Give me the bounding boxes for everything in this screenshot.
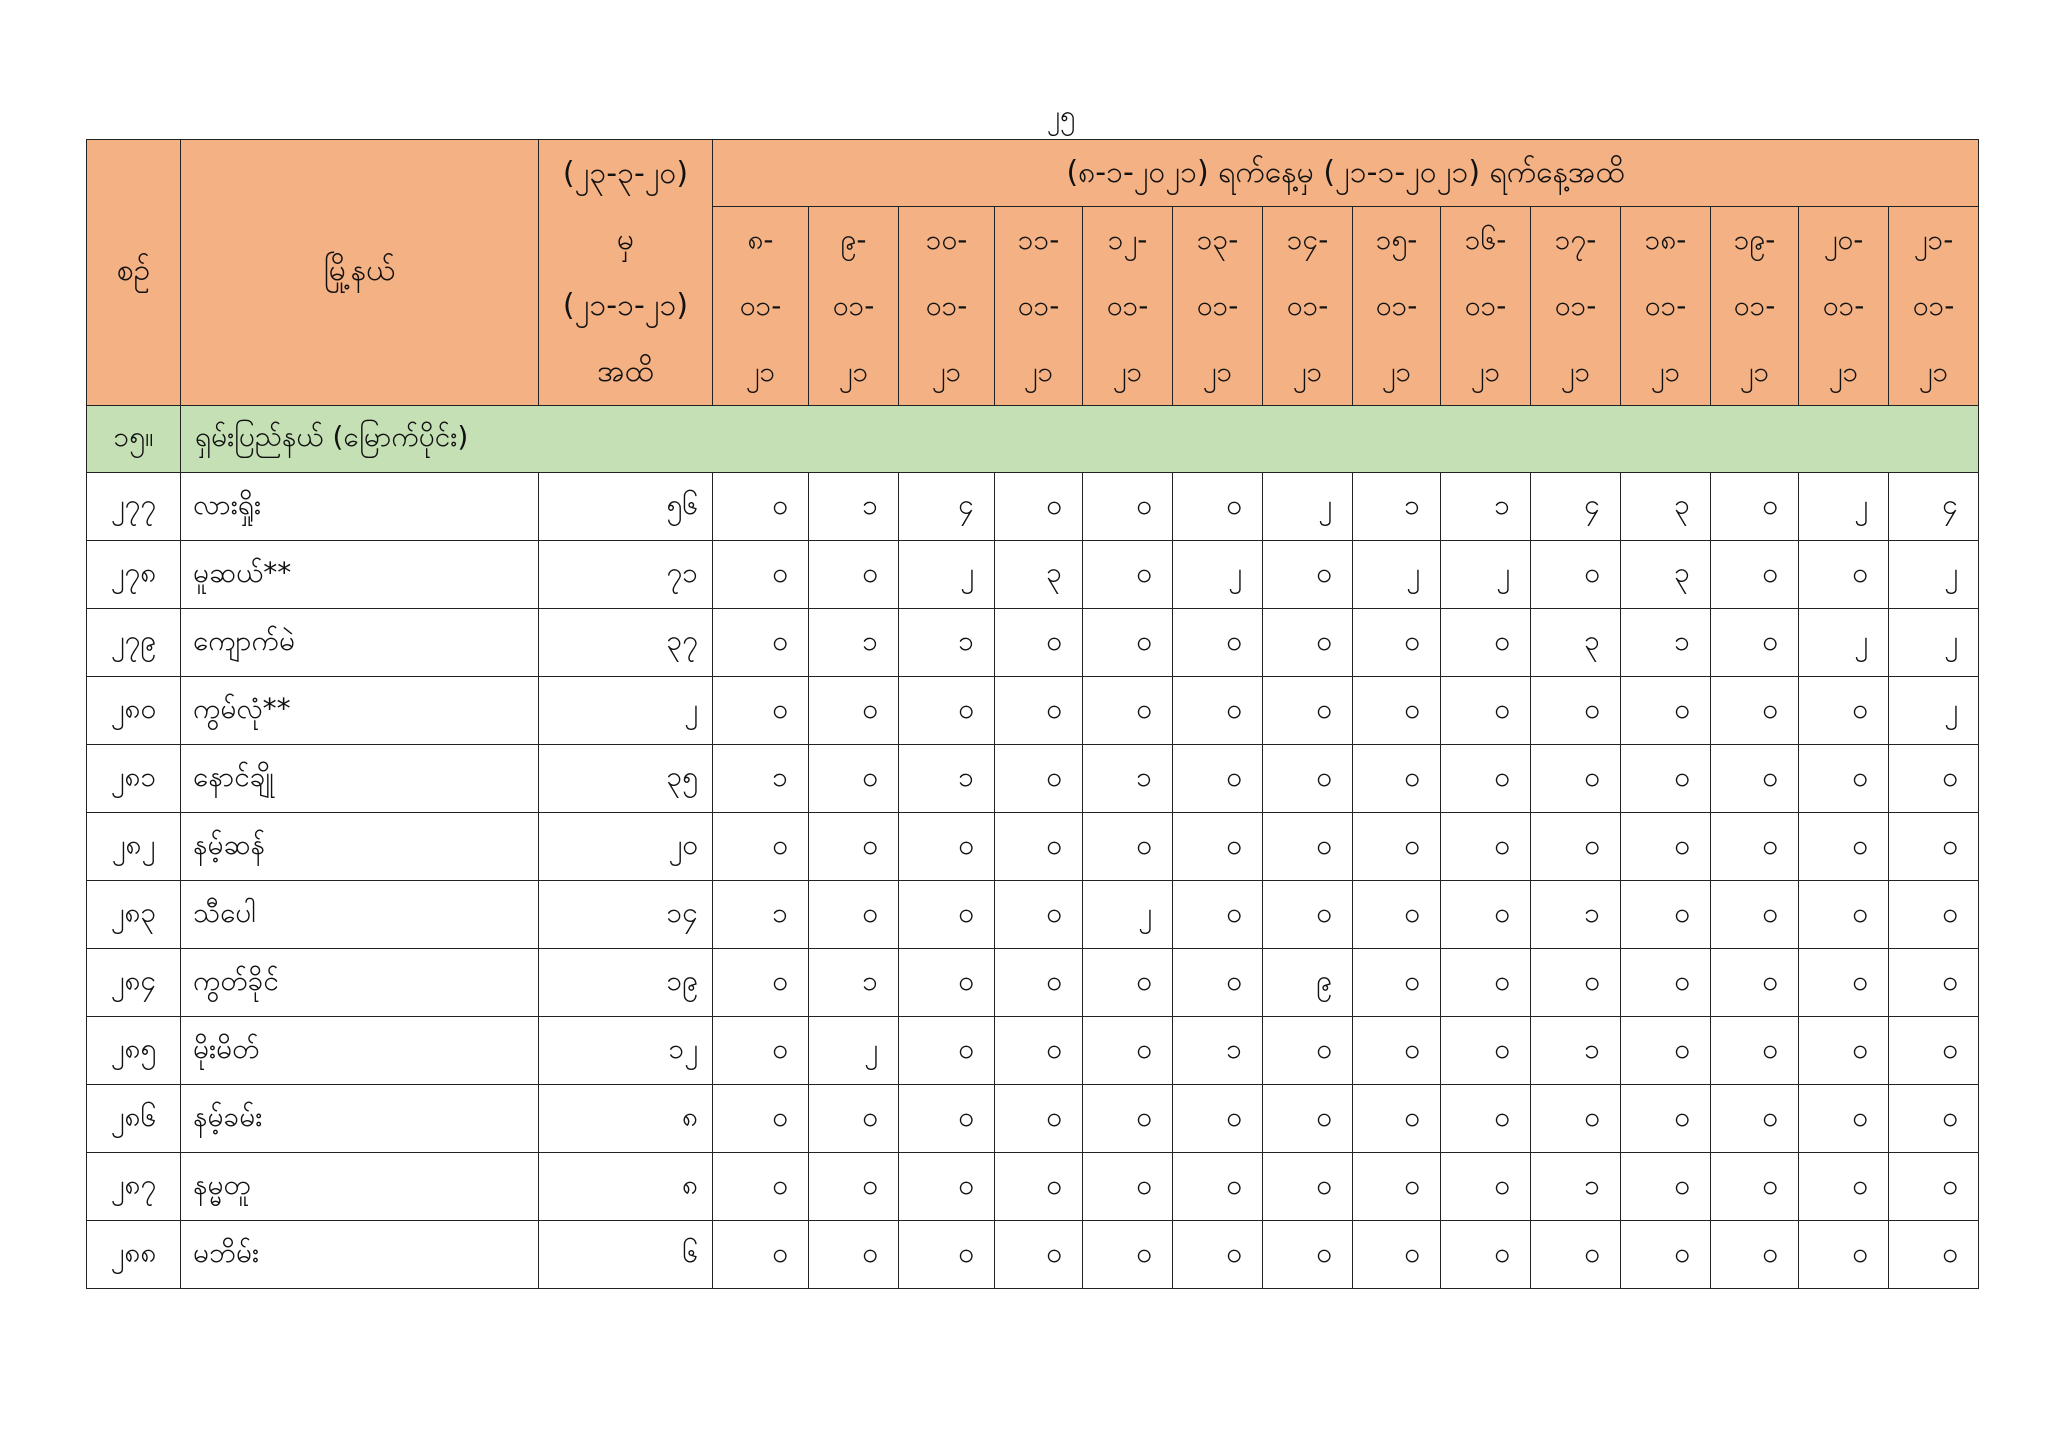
- daily-count-cell: ၃: [1531, 609, 1621, 677]
- daily-count-cell: ၀: [1353, 1221, 1441, 1289]
- date-header-part: ၀၁-: [1286, 289, 1329, 322]
- daily-count-cell: ၀: [713, 813, 809, 881]
- daily-count-cell: ၀: [1353, 1085, 1441, 1153]
- daily-count-cell: ၀: [1173, 1153, 1263, 1221]
- daily-count-cell: ၀: [1083, 541, 1173, 609]
- date-header-part: ၀၁-: [739, 289, 782, 322]
- daily-count-cell: ၀: [1441, 745, 1531, 813]
- date-header-part: ၁၇-: [1554, 223, 1597, 256]
- township-header: မြို့နယ်: [181, 140, 539, 406]
- date-header-part: ၁၀-: [925, 223, 968, 256]
- total-cell: ၁၉: [539, 949, 713, 1017]
- daily-count-cell: ၀: [1621, 1153, 1711, 1221]
- total-cell: ၈: [539, 1085, 713, 1153]
- daily-count-cell: ၂: [1173, 541, 1263, 609]
- daily-count-cell: ၀: [713, 609, 809, 677]
- daily-count-cell: ၀: [1799, 1153, 1889, 1221]
- township-cell: နမ့်ဆန်: [181, 813, 539, 881]
- date-header-part: ၁၄-: [1286, 223, 1329, 256]
- daily-count-cell: ၀: [1353, 1153, 1441, 1221]
- total-header-line: (၂၃-၃-၂၀): [562, 155, 689, 191]
- daily-count-cell: ၃: [1621, 541, 1711, 609]
- daily-count-cell: ၀: [1173, 609, 1263, 677]
- daily-count-cell: ၁: [809, 609, 899, 677]
- township-cell: ကွမ်လုံ**: [181, 677, 539, 745]
- daily-count-cell: ၀: [1083, 677, 1173, 745]
- date-header: [1263, 207, 1353, 406]
- date-header-part: ၀၁-: [1106, 289, 1149, 322]
- date-header-part: ၀၁-: [1554, 289, 1597, 322]
- daily-count-cell: ၀: [809, 1153, 899, 1221]
- daily-count-cell: ၂: [1441, 541, 1531, 609]
- date-header-part: ၂၁: [1828, 355, 1859, 388]
- daily-count-cell: ၀: [1711, 1017, 1799, 1085]
- serial-header: စဉ်: [87, 140, 181, 406]
- daily-count-cell: ၃: [995, 541, 1083, 609]
- date-header-part: ၀၁-: [1644, 289, 1687, 322]
- daily-count-cell: ၀: [1441, 813, 1531, 881]
- daily-count-cell: ၀: [995, 1085, 1083, 1153]
- daily-count-cell: ၀: [713, 949, 809, 1017]
- daily-count-cell: ၀: [995, 813, 1083, 881]
- daily-count-cell: ၁: [1531, 1017, 1621, 1085]
- daily-count-cell: ၀: [1353, 881, 1441, 949]
- township-cell: မဘိမ်း: [181, 1221, 539, 1289]
- daily-count-cell: ၀: [713, 1085, 809, 1153]
- daily-count-cell: ၀: [1799, 881, 1889, 949]
- date-header: [1083, 207, 1173, 406]
- daily-count-cell: ၀: [1083, 609, 1173, 677]
- table-row: [87, 1221, 1979, 1289]
- daily-count-cell: ၀: [995, 1153, 1083, 1221]
- daily-count-cell: ၀: [1621, 949, 1711, 1017]
- daily-count-cell: ၀: [1083, 473, 1173, 541]
- daily-count-cell: ၀: [713, 541, 809, 609]
- daily-count-cell: ၀: [1889, 1017, 1979, 1085]
- date-header: [1799, 207, 1889, 406]
- header-row-top: [87, 140, 1979, 207]
- date-header-part: ၂၁: [1470, 355, 1501, 388]
- date-header-part: ၂၁: [1739, 355, 1770, 388]
- covid-cases-table: [86, 139, 1979, 1289]
- total-cell: ၂: [539, 677, 713, 745]
- serial-cell: ၂၈၇: [87, 1153, 181, 1221]
- date-header-part: ၀၁-: [925, 289, 968, 322]
- total-cell: ၃၅: [539, 745, 713, 813]
- daily-count-cell: ၀: [995, 1221, 1083, 1289]
- daily-count-cell: ၀: [899, 1085, 995, 1153]
- table-row: [87, 1153, 1979, 1221]
- date-header: [1353, 207, 1441, 406]
- daily-count-cell: ၀: [1263, 881, 1353, 949]
- daily-count-cell: ၀: [1083, 1085, 1173, 1153]
- daily-count-cell: ၀: [899, 1017, 995, 1085]
- township-cell: ကျောက်မဲ: [181, 609, 539, 677]
- total-header-line: မှ: [616, 221, 635, 257]
- daily-count-cell: ၀: [1263, 1085, 1353, 1153]
- daily-count-cell: ၀: [1531, 745, 1621, 813]
- date-range-header: (၈-၁-၂၀၂၁) ရက်နေ့မှ (၂၁-၁-၂၀၂၁) ရက်နေ့အထိ: [713, 140, 1979, 207]
- daily-count-cell: ၀: [1621, 881, 1711, 949]
- daily-count-cell: ၄: [1889, 473, 1979, 541]
- daily-count-cell: ၀: [1083, 949, 1173, 1017]
- date-header-part: ၁၆-: [1464, 223, 1507, 256]
- daily-count-cell: ၀: [713, 1221, 809, 1289]
- daily-count-cell: ၀: [995, 677, 1083, 745]
- daily-count-cell: ၂: [1799, 609, 1889, 677]
- daily-count-cell: ၁: [1531, 1153, 1621, 1221]
- daily-count-cell: ၀: [1353, 677, 1441, 745]
- daily-count-cell: ၀: [899, 881, 995, 949]
- daily-count-cell: ၀: [1711, 881, 1799, 949]
- daily-count-cell: ၀: [1799, 745, 1889, 813]
- daily-count-cell: ၀: [1263, 1221, 1353, 1289]
- total-header-line: အထိ: [597, 353, 654, 389]
- total-cell: ၅၆: [539, 473, 713, 541]
- daily-count-cell: ၀: [713, 1153, 809, 1221]
- daily-count-cell: ၀: [809, 541, 899, 609]
- daily-count-cell: ၀: [809, 677, 899, 745]
- daily-count-cell: ၁: [1621, 609, 1711, 677]
- daily-count-cell: ၀: [1621, 677, 1711, 745]
- daily-count-cell: ၀: [1263, 541, 1353, 609]
- daily-count-cell: ၀: [1083, 1221, 1173, 1289]
- daily-count-cell: ၀: [1353, 1017, 1441, 1085]
- daily-count-cell: ၂: [1799, 473, 1889, 541]
- date-header-part: ၂၁: [1202, 355, 1233, 388]
- date-header: [899, 207, 995, 406]
- date-header-part: ၁၈-: [1644, 223, 1687, 256]
- township-cell: ကွတ်ခိုင်: [181, 949, 539, 1017]
- township-cell: နောင်ချို: [181, 745, 539, 813]
- daily-count-cell: ၀: [1711, 745, 1799, 813]
- serial-cell: ၂၈၄: [87, 949, 181, 1017]
- daily-count-cell: ၀: [995, 949, 1083, 1017]
- daily-count-cell: ၀: [1799, 541, 1889, 609]
- daily-count-cell: ၀: [1083, 1017, 1173, 1085]
- date-header: [1621, 207, 1711, 406]
- table-row: [87, 609, 1979, 677]
- region-name: ရှမ်းပြည်နယ် (မြောက်ပိုင်း): [181, 406, 1979, 473]
- daily-count-cell: ၁: [1173, 1017, 1263, 1085]
- township-cell: နမ္မတူ: [181, 1153, 539, 1221]
- daily-count-cell: ၀: [713, 473, 809, 541]
- date-header-part: ၀၁-: [1912, 289, 1955, 322]
- daily-count-cell: ၉: [1263, 949, 1353, 1017]
- daily-count-cell: ၀: [1889, 813, 1979, 881]
- daily-count-cell: ၀: [1621, 1017, 1711, 1085]
- serial-cell: ၂၈၈: [87, 1221, 181, 1289]
- date-header-part: ၀၁-: [1464, 289, 1507, 322]
- daily-count-cell: ၀: [899, 677, 995, 745]
- date-header: [1889, 207, 1979, 406]
- daily-count-cell: ၀: [1173, 881, 1263, 949]
- daily-count-cell: ၀: [1621, 813, 1711, 881]
- daily-count-cell: ၁: [713, 745, 809, 813]
- daily-count-cell: ၀: [1263, 1153, 1353, 1221]
- township-cell: မိုးမိတ်: [181, 1017, 539, 1085]
- daily-count-cell: ၀: [1889, 1153, 1979, 1221]
- table-row: [87, 881, 1979, 949]
- daily-count-cell: ၀: [1353, 609, 1441, 677]
- daily-count-cell: ၀: [1621, 745, 1711, 813]
- daily-count-cell: ၃: [1621, 473, 1711, 541]
- daily-count-cell: ၀: [1441, 677, 1531, 745]
- date-header-part: ၂၁: [838, 355, 869, 388]
- date-header-part: ၀၁-: [1733, 289, 1776, 322]
- daily-count-cell: ၀: [995, 473, 1083, 541]
- daily-count-cell: ၀: [1441, 1085, 1531, 1153]
- daily-count-cell: ၀: [1083, 813, 1173, 881]
- daily-count-cell: ၄: [899, 473, 995, 541]
- daily-count-cell: ၀: [899, 1153, 995, 1221]
- daily-count-cell: ၂: [899, 541, 995, 609]
- table-row: [87, 1017, 1979, 1085]
- daily-count-cell: ၁: [809, 949, 899, 1017]
- daily-count-cell: ၀: [713, 1017, 809, 1085]
- date-header: [713, 207, 809, 406]
- daily-count-cell: ၁: [809, 473, 899, 541]
- daily-count-cell: ၀: [1889, 949, 1979, 1017]
- daily-count-cell: ၀: [1173, 677, 1263, 745]
- daily-count-cell: ၀: [1173, 949, 1263, 1017]
- serial-cell: ၂၇၈: [87, 541, 181, 609]
- date-header-part: ၂၁: [1381, 355, 1412, 388]
- daily-count-cell: ၁: [1441, 473, 1531, 541]
- table-row: [87, 473, 1979, 541]
- daily-count-cell: ၀: [1621, 1085, 1711, 1153]
- table-row: [87, 677, 1979, 745]
- total-cell: ၆: [539, 1221, 713, 1289]
- date-header-part: ၀၁-: [1375, 289, 1418, 322]
- total-cell: ၂၀: [539, 813, 713, 881]
- date-header-part: ၈-: [747, 223, 774, 256]
- daily-count-cell: ၁: [899, 745, 995, 813]
- daily-count-cell: ၀: [1799, 1017, 1889, 1085]
- township-cell: လားရှိုး: [181, 473, 539, 541]
- daily-count-cell: ၀: [1173, 1221, 1263, 1289]
- daily-count-cell: ၀: [1441, 1221, 1531, 1289]
- daily-count-cell: ၀: [1799, 677, 1889, 745]
- daily-count-cell: ၁: [1353, 473, 1441, 541]
- daily-count-cell: ၀: [1353, 813, 1441, 881]
- daily-count-cell: ၁: [1083, 745, 1173, 813]
- daily-count-cell: ၀: [1889, 881, 1979, 949]
- date-header-part: ၂၁: [931, 355, 962, 388]
- date-header-part: ၀၁-: [1822, 289, 1865, 322]
- daily-count-cell: ၀: [995, 1017, 1083, 1085]
- daily-count-cell: ၁: [713, 881, 809, 949]
- daily-count-cell: ၀: [1083, 1153, 1173, 1221]
- township-cell: နမ့်ခမ်း: [181, 1085, 539, 1153]
- daily-count-cell: ၀: [899, 1221, 995, 1289]
- table-row: [87, 745, 1979, 813]
- daily-count-cell: ၀: [1621, 1221, 1711, 1289]
- serial-cell: ၂၈၁: [87, 745, 181, 813]
- table-row: [87, 541, 1979, 609]
- daily-count-cell: ၀: [1711, 813, 1799, 881]
- total-cell: ၈: [539, 1153, 713, 1221]
- date-header-part: ၂၁: [1112, 355, 1143, 388]
- daily-count-cell: ၀: [1711, 949, 1799, 1017]
- region-number: ၁၅။: [87, 406, 181, 473]
- daily-count-cell: ၀: [1799, 813, 1889, 881]
- serial-cell: ၂၈၆: [87, 1085, 181, 1153]
- daily-count-cell: ၀: [1889, 1085, 1979, 1153]
- daily-count-cell: ၁: [899, 609, 995, 677]
- daily-count-cell: ၀: [1531, 677, 1621, 745]
- daily-count-cell: ၀: [1711, 1221, 1799, 1289]
- serial-cell: ၂၈၂: [87, 813, 181, 881]
- daily-count-cell: ၀: [1799, 1221, 1889, 1289]
- daily-count-cell: ၀: [1441, 881, 1531, 949]
- daily-count-cell: ၂: [1889, 609, 1979, 677]
- daily-count-cell: ၀: [1173, 473, 1263, 541]
- daily-count-cell: ၀: [1531, 949, 1621, 1017]
- daily-count-cell: ၀: [1711, 541, 1799, 609]
- daily-count-cell: ၀: [1441, 1017, 1531, 1085]
- daily-count-cell: ၀: [809, 745, 899, 813]
- daily-count-cell: ၀: [1441, 609, 1531, 677]
- daily-count-cell: ၀: [1531, 1085, 1621, 1153]
- date-header: [1173, 207, 1263, 406]
- daily-count-cell: ၂: [1889, 677, 1979, 745]
- daily-count-cell: ၀: [809, 1221, 899, 1289]
- date-header-part: ၂၁-: [1913, 223, 1954, 256]
- daily-count-cell: ၀: [995, 609, 1083, 677]
- daily-count-cell: ၁: [1531, 881, 1621, 949]
- serial-cell: ၂၈၀: [87, 677, 181, 745]
- daily-count-cell: ၀: [1799, 1085, 1889, 1153]
- daily-count-cell: ၀: [899, 813, 995, 881]
- date-header-part: ၀၁-: [1196, 289, 1239, 322]
- total-header-line: (၂၁-၁-၂၁): [562, 287, 689, 323]
- daily-count-cell: ၀: [1799, 949, 1889, 1017]
- serial-cell: ၂၈၅: [87, 1017, 181, 1085]
- total-header: [539, 140, 713, 406]
- daily-count-cell: ၀: [1173, 745, 1263, 813]
- daily-count-cell: ၀: [1263, 677, 1353, 745]
- daily-count-cell: ၀: [713, 677, 809, 745]
- daily-count-cell: ၀: [809, 1085, 899, 1153]
- daily-count-cell: ၀: [1889, 745, 1979, 813]
- daily-count-cell: ၀: [1353, 745, 1441, 813]
- daily-count-cell: ၀: [1173, 1085, 1263, 1153]
- date-header-part: ၂၁: [745, 355, 776, 388]
- date-header-part: ၁၁-: [1017, 223, 1060, 256]
- daily-count-cell: ၀: [995, 881, 1083, 949]
- date-header-part: ၉-: [840, 223, 867, 256]
- daily-count-cell: ၀: [1263, 609, 1353, 677]
- daily-count-cell: ၂: [1353, 541, 1441, 609]
- daily-count-cell: ၀: [1263, 1017, 1353, 1085]
- date-header-part: ၀၁-: [832, 289, 875, 322]
- date-header-part: ၀၁-: [1017, 289, 1060, 322]
- daily-count-cell: ၀: [1263, 813, 1353, 881]
- daily-count-cell: ၀: [995, 745, 1083, 813]
- page-number: ၂၅: [1046, 100, 1076, 131]
- region-row: [87, 406, 1979, 473]
- daily-count-cell: ၂: [1889, 541, 1979, 609]
- table-row: [87, 949, 1979, 1017]
- daily-count-cell: ၀: [1711, 1153, 1799, 1221]
- date-header-part: ၁၉-: [1733, 223, 1776, 256]
- daily-count-cell: ၀: [1711, 609, 1799, 677]
- daily-count-cell: ၄: [1531, 473, 1621, 541]
- daily-count-cell: ၂: [809, 1017, 899, 1085]
- daily-count-cell: ၀: [1711, 677, 1799, 745]
- daily-count-cell: ၀: [899, 949, 995, 1017]
- daily-count-cell: ၂: [1263, 473, 1353, 541]
- daily-count-cell: ၀: [1531, 541, 1621, 609]
- serial-cell: ၂၈၃: [87, 881, 181, 949]
- daily-count-cell: ၀: [1711, 1085, 1799, 1153]
- daily-count-cell: ၀: [809, 881, 899, 949]
- daily-count-cell: ၀: [809, 813, 899, 881]
- total-cell: ၁၄: [539, 881, 713, 949]
- date-header-part: ၁၃-: [1196, 223, 1239, 256]
- date-header: [1531, 207, 1621, 406]
- daily-count-cell: ၀: [1531, 1221, 1621, 1289]
- date-header-part: ၁၅-: [1375, 223, 1418, 256]
- serial-cell: ၂၇၉: [87, 609, 181, 677]
- date-header-part: ၂၁: [1292, 355, 1323, 388]
- date-header: [995, 207, 1083, 406]
- daily-count-cell: ၀: [1441, 949, 1531, 1017]
- date-header: [809, 207, 899, 406]
- date-header-part: ၂၁: [1560, 355, 1591, 388]
- total-cell: ၁၂: [539, 1017, 713, 1085]
- total-cell: ၃၇: [539, 609, 713, 677]
- date-header-part: ၂၁: [1650, 355, 1681, 388]
- daily-count-cell: ၀: [1711, 473, 1799, 541]
- date-header: [1441, 207, 1531, 406]
- daily-count-cell: ၀: [1889, 1221, 1979, 1289]
- date-header-part: ၂၁: [1918, 355, 1949, 388]
- table-row: [87, 813, 1979, 881]
- table-row: [87, 1085, 1979, 1153]
- daily-count-cell: ၂: [1083, 881, 1173, 949]
- daily-count-cell: ၀: [1441, 1153, 1531, 1221]
- daily-count-cell: ၀: [1263, 745, 1353, 813]
- daily-count-cell: ၀: [1173, 813, 1263, 881]
- date-header: [1711, 207, 1799, 406]
- date-header-part: ၁၂-: [1107, 223, 1148, 256]
- daily-count-cell: ၀: [1353, 949, 1441, 1017]
- township-cell: သီပေါ: [181, 881, 539, 949]
- date-header-part: ၂၀-: [1823, 223, 1864, 256]
- serial-cell: ၂၇၇: [87, 473, 181, 541]
- daily-count-cell: ၀: [1531, 813, 1621, 881]
- date-header-part: ၂၁: [1023, 355, 1054, 388]
- total-cell: ၇၁: [539, 541, 713, 609]
- township-cell: မူဆယ်**: [181, 541, 539, 609]
